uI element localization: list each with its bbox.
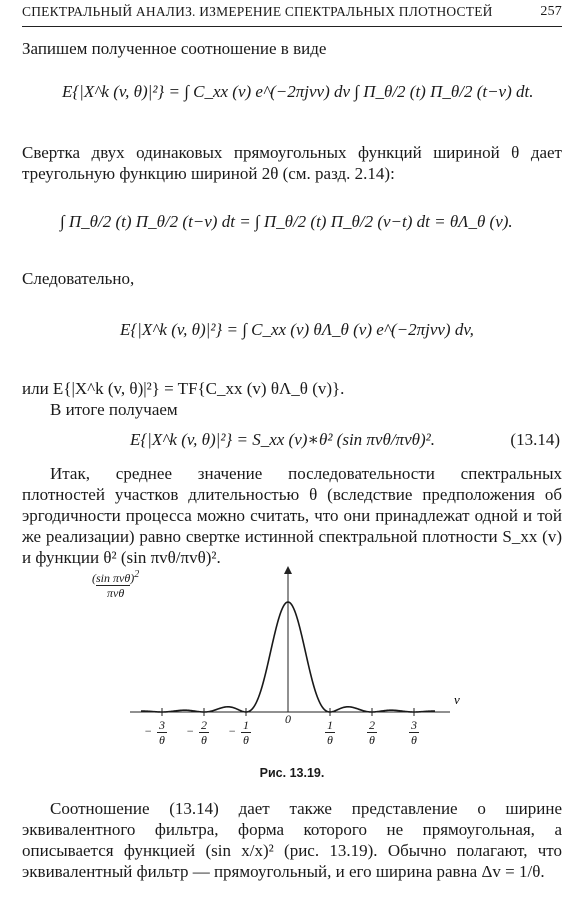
paragraph-2: Свертка двух одинаковых прямоугольных функций шириной θ дает треугольную функцию шириной 2θ (см. разд. 2.14):	[22, 143, 562, 183]
x-tick-label: − 3 θ	[144, 718, 165, 747]
y-label-numerator: sin πvθ	[96, 571, 131, 585]
x-axis-label: v	[454, 692, 460, 707]
figure-caption: Рис. 13.19.	[259, 766, 325, 780]
x-tick-label: − 2 θ	[186, 718, 207, 747]
paragraph-6: Итак, среднее значение последовательности спектральных плотностей участков длительностью θ (вследствие предположения об эргодичности процесса можно считать, что они принадлежат одной и той же реализации) равно свертке истинной спектральной плотности S_xx (v) и функции θ² (sin πvθ/πvθ)².	[22, 464, 562, 567]
equation-1: E{|X^k (v, θ)|²} = ∫ C_xx (v) e^(−2πjvv) dv ∫ Π_θ/2 (t) Π_θ/2 (t−v) dt.	[62, 82, 534, 101]
running-header	[22, 2, 562, 27]
equation-2: ∫ Π_θ/2 (t) Π_θ/2 (t−v) dt = ∫ Π_θ/2 (t) Π_θ/2 (v−t) dt = θΛ_θ (v).	[60, 212, 513, 231]
paragraph-7: Соотношение (13.14) дает также представление о ширине эквивалентного фильтра, форма которого не прямоугольная, а описывается функцией (sin x/x)² (рис. 13.19). Обычно полагают, что эквивалентный фильтр — прямоугольный, и его ширина равна Δv = 1/θ.	[22, 799, 562, 881]
running-title: СПЕКТРАЛЬНЫЙ АНАЛИЗ. ИЗМЕРЕНИЕ СПЕКТРАЛЬНЫХ ПЛОТНОСТЕЙ	[22, 4, 493, 19]
page-number: 257	[540, 4, 562, 19]
y-label-denominator: πvθ	[107, 586, 125, 600]
y-axis-label: (sin πvθ)$^2$ πvθ	[92, 569, 140, 600]
equation-3: E{|X^k (v, θ)|²} = ∫ C_xx (v) θΛ_θ (v) e^(−2πjvv) dv,	[120, 320, 474, 339]
y-label-power: 2	[134, 569, 140, 580]
x-tick-label: 0	[285, 712, 291, 726]
paragraph-5: В итоге получаем	[50, 400, 178, 419]
x-tick-label: − 1 θ	[228, 718, 249, 747]
x-tick-label: 2 θ	[369, 718, 375, 747]
x-tick-label: 3 θ	[411, 718, 417, 747]
x-tick-label: 1 θ	[327, 718, 333, 747]
equation-4-number: (13.14)	[510, 430, 560, 449]
equation-4: E{|X^k (v, θ)|²} = S_xx (v)∗θ² (sin πvθ/πvθ)².	[130, 430, 435, 449]
paragraph-1: Запишем полученное соотношение в виде	[22, 39, 327, 58]
paragraph-4: или E{|X^k (v, θ)|²} = TF{C_xx (v) θΛ_θ (v)}.	[22, 379, 345, 398]
paragraph-3: Следовательно,	[22, 269, 135, 288]
